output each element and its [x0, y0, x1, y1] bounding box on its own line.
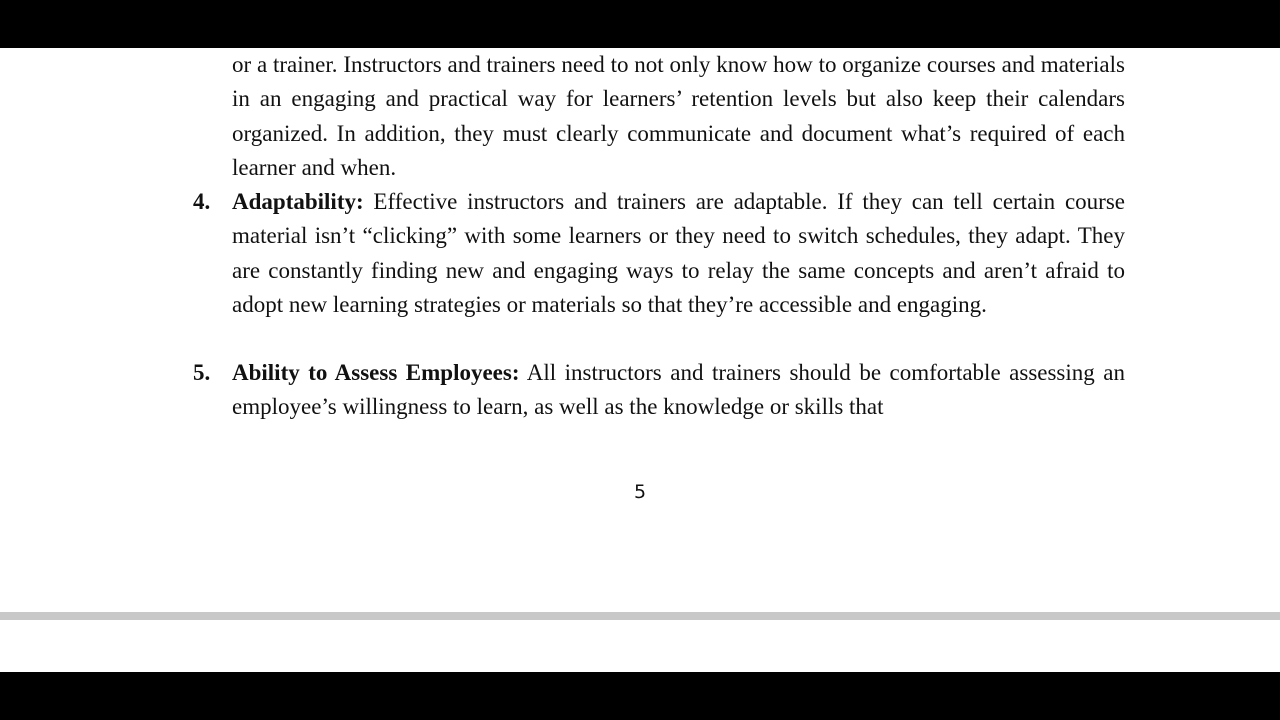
list-item-title: Ability to Assess Employees: — [232, 360, 520, 385]
list-item-number: 5. — [193, 360, 211, 385]
continuation-paragraph: or a trainer. Instructors and trainers need to not only know how to organize courses and materials in an engaging and practical way for learners’ retention levels but also keep their calendars organized. In addition, they must clearly communicate and document what’s required of each learner and when. — [232, 52, 1125, 180]
list-item-ability-to-assess — [193, 356, 1125, 425]
list-item-adaptability — [193, 185, 1125, 322]
page-number: 5 — [633, 481, 647, 503]
bottom-letterbox — [0, 672, 1280, 720]
list-item-number: 4. — [193, 189, 211, 214]
document-page — [0, 48, 1280, 612]
next-page — [0, 620, 1280, 672]
top-letterbox — [0, 0, 1280, 48]
page-separator — [0, 612, 1280, 620]
list-item-body: All instructors and trainers should be comfortable assessing an employee’s willingness to learn, as well as the knowledge or skills that — [232, 360, 1125, 420]
list-item-body: Effective instructors and trainers are adaptable. If they can tell certain course material isn’t “clicking” with some learners or they need to switch schedules, they adapt. They are constantly finding new and engaging ways to relay the same concepts and aren’t afraid to adopt new learning strategies or materials so that they’re accessible and engaging. — [232, 189, 1125, 317]
list-item-title: Adaptability: — [232, 189, 364, 214]
